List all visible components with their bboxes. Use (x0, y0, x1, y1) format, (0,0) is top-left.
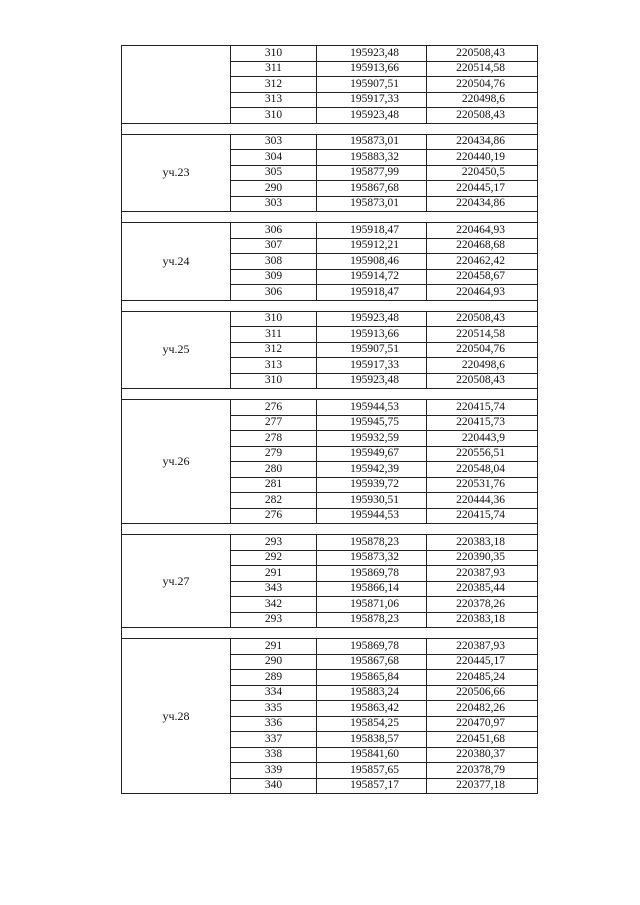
point-number-cell: 306 (231, 285, 317, 301)
point-number-cell: 308 (231, 254, 317, 270)
x-coordinate-cell: 195913,66 (317, 327, 427, 343)
x-coordinate-cell: 195866,14 (317, 581, 427, 597)
x-coordinate-cell: 195930,51 (317, 493, 427, 509)
separator-cell (122, 123, 538, 134)
separator-cell (122, 524, 538, 535)
x-coordinate-cell: 195857,65 (317, 763, 427, 779)
x-coordinate-cell: 195871,06 (317, 597, 427, 613)
y-coordinate-cell: 220415,73 (427, 415, 538, 431)
point-number-cell: 309 (231, 269, 317, 285)
separator-cell (122, 212, 538, 223)
point-number-cell: 311 (231, 61, 317, 77)
y-coordinate-cell: 220508,43 (427, 108, 538, 124)
point-number-cell: 277 (231, 415, 317, 431)
point-number-cell: 278 (231, 431, 317, 447)
point-number-cell: 342 (231, 597, 317, 613)
y-coordinate-cell: 220445,17 (427, 181, 538, 197)
point-number-cell: 304 (231, 150, 317, 166)
point-number-cell: 313 (231, 92, 317, 108)
separator-cell (122, 389, 538, 400)
x-coordinate-cell: 195883,24 (317, 685, 427, 701)
point-number-cell: 293 (231, 612, 317, 628)
x-coordinate-cell: 195914,72 (317, 269, 427, 285)
point-number-cell: 334 (231, 685, 317, 701)
x-coordinate-cell: 195883,32 (317, 150, 427, 166)
y-coordinate-cell: 220385,44 (427, 581, 538, 597)
y-coordinate-cell: 220444,36 (427, 493, 538, 509)
y-coordinate-cell: 220378,79 (427, 763, 538, 779)
section-separator (122, 212, 538, 223)
point-number-cell: 335 (231, 701, 317, 717)
y-coordinate-cell: 220498,6 (427, 92, 538, 108)
x-coordinate-cell: 195854,25 (317, 716, 427, 732)
y-coordinate-cell: 220415,74 (427, 400, 538, 416)
x-coordinate-cell: 195923,48 (317, 46, 427, 62)
x-coordinate-cell: 195873,01 (317, 196, 427, 212)
section-separator (122, 628, 538, 639)
y-coordinate-cell: 220482,26 (427, 701, 538, 717)
y-coordinate-cell: 220508,43 (427, 373, 538, 389)
x-coordinate-cell: 195877,99 (317, 165, 427, 181)
point-number-cell: 307 (231, 238, 317, 254)
point-number-cell: 276 (231, 400, 317, 416)
point-number-cell: 311 (231, 327, 317, 343)
point-number-cell: 306 (231, 223, 317, 239)
y-coordinate-cell: 220514,58 (427, 327, 538, 343)
x-coordinate-cell: 195912,21 (317, 238, 427, 254)
x-coordinate-cell: 195913,66 (317, 61, 427, 77)
y-coordinate-cell: 220548,04 (427, 462, 538, 478)
x-coordinate-cell: 195945,75 (317, 415, 427, 431)
x-coordinate-cell: 195908,46 (317, 254, 427, 270)
parcel-label (122, 46, 231, 124)
x-coordinate-cell: 195841,60 (317, 747, 427, 763)
y-coordinate-cell: 220378,26 (427, 597, 538, 613)
point-number-cell: 312 (231, 77, 317, 93)
y-coordinate-cell: 220504,76 (427, 77, 538, 93)
x-coordinate-cell: 195873,01 (317, 134, 427, 150)
section-separator (122, 389, 538, 400)
separator-cell (122, 628, 538, 639)
y-coordinate-cell: 220504,76 (427, 342, 538, 358)
x-coordinate-cell: 195907,51 (317, 342, 427, 358)
y-coordinate-cell: 220514,58 (427, 61, 538, 77)
point-number-cell: 343 (231, 581, 317, 597)
table-row (122, 46, 538, 62)
section-separator (122, 300, 538, 311)
x-coordinate-cell: 195878,23 (317, 535, 427, 551)
point-number-cell: 282 (231, 493, 317, 509)
parcel-label: уч.26 (122, 400, 231, 524)
x-coordinate-cell: 195939,72 (317, 477, 427, 493)
point-number-cell: 291 (231, 639, 317, 655)
y-coordinate-cell: 220380,37 (427, 747, 538, 763)
x-coordinate-cell: 195917,33 (317, 92, 427, 108)
x-coordinate-cell: 195863,42 (317, 701, 427, 717)
point-number-cell: 303 (231, 196, 317, 212)
y-coordinate-cell: 220387,93 (427, 639, 538, 655)
parcel-label: уч.25 (122, 311, 231, 389)
point-number-cell: 276 (231, 508, 317, 524)
y-coordinate-cell: 220485,24 (427, 670, 538, 686)
coordinates-table (121, 45, 538, 794)
point-number-cell: 310 (231, 311, 317, 327)
point-number-cell: 310 (231, 373, 317, 389)
y-coordinate-cell: 220462,42 (427, 254, 538, 270)
y-coordinate-cell: 220377,18 (427, 778, 538, 794)
point-number-cell: 337 (231, 732, 317, 748)
point-number-cell: 293 (231, 535, 317, 551)
x-coordinate-cell: 195867,68 (317, 654, 427, 670)
y-coordinate-cell: 220470,97 (427, 716, 538, 732)
parcel-label: уч.24 (122, 223, 231, 301)
table-row (122, 639, 538, 655)
y-coordinate-cell: 220387,93 (427, 566, 538, 582)
x-coordinate-cell: 195923,48 (317, 311, 427, 327)
section-separator (122, 524, 538, 535)
x-coordinate-cell: 195923,48 (317, 373, 427, 389)
x-coordinate-cell: 195907,51 (317, 77, 427, 93)
y-coordinate-cell: 220498,6 (427, 358, 538, 374)
parcel-label: уч.27 (122, 535, 231, 628)
y-coordinate-cell: 220464,93 (427, 285, 538, 301)
point-number-cell: 303 (231, 134, 317, 150)
y-coordinate-cell: 220390,35 (427, 550, 538, 566)
table-row (122, 223, 538, 239)
y-coordinate-cell: 220506,66 (427, 685, 538, 701)
table-row (122, 311, 538, 327)
x-coordinate-cell: 195869,78 (317, 639, 427, 655)
x-coordinate-cell: 195932,59 (317, 431, 427, 447)
y-coordinate-cell: 220451,68 (427, 732, 538, 748)
y-coordinate-cell: 220508,43 (427, 311, 538, 327)
y-coordinate-cell: 220383,18 (427, 535, 538, 551)
point-number-cell: 292 (231, 550, 317, 566)
coordinates-table-body (122, 46, 538, 794)
separator-cell (122, 300, 538, 311)
point-number-cell: 290 (231, 181, 317, 197)
x-coordinate-cell: 195873,32 (317, 550, 427, 566)
point-number-cell: 336 (231, 716, 317, 732)
y-coordinate-cell: 220434,86 (427, 196, 538, 212)
point-number-cell: 340 (231, 778, 317, 794)
y-coordinate-cell: 220434,86 (427, 134, 538, 150)
y-coordinate-cell: 220443,9 (427, 431, 538, 447)
y-coordinate-cell: 220383,18 (427, 612, 538, 628)
y-coordinate-cell: 220415,74 (427, 508, 538, 524)
x-coordinate-cell: 195942,39 (317, 462, 427, 478)
y-coordinate-cell: 220468,68 (427, 238, 538, 254)
table-row (122, 535, 538, 551)
point-number-cell: 338 (231, 747, 317, 763)
point-number-cell: 289 (231, 670, 317, 686)
point-number-cell: 313 (231, 358, 317, 374)
y-coordinate-cell: 220556,51 (427, 446, 538, 462)
x-coordinate-cell: 195838,57 (317, 732, 427, 748)
point-number-cell: 279 (231, 446, 317, 462)
section-separator (122, 123, 538, 134)
x-coordinate-cell: 195857,17 (317, 778, 427, 794)
y-coordinate-cell: 220445,17 (427, 654, 538, 670)
y-coordinate-cell: 220458,67 (427, 269, 538, 285)
y-coordinate-cell: 220508,43 (427, 46, 538, 62)
x-coordinate-cell: 195918,47 (317, 285, 427, 301)
parcel-label: уч.28 (122, 639, 231, 794)
point-number-cell: 305 (231, 165, 317, 181)
parcel-label: уч.23 (122, 134, 231, 212)
x-coordinate-cell: 195917,33 (317, 358, 427, 374)
point-number-cell: 280 (231, 462, 317, 478)
x-coordinate-cell: 195949,67 (317, 446, 427, 462)
y-coordinate-cell: 220464,93 (427, 223, 538, 239)
point-number-cell: 290 (231, 654, 317, 670)
x-coordinate-cell: 195944,53 (317, 508, 427, 524)
x-coordinate-cell: 195865,84 (317, 670, 427, 686)
point-number-cell: 281 (231, 477, 317, 493)
x-coordinate-cell: 195918,47 (317, 223, 427, 239)
x-coordinate-cell: 195869,78 (317, 566, 427, 582)
table-row (122, 134, 538, 150)
point-number-cell: 339 (231, 763, 317, 779)
x-coordinate-cell: 195944,53 (317, 400, 427, 416)
point-number-cell: 291 (231, 566, 317, 582)
point-number-cell: 312 (231, 342, 317, 358)
point-number-cell: 310 (231, 46, 317, 62)
table-row (122, 400, 538, 416)
x-coordinate-cell: 195923,48 (317, 108, 427, 124)
y-coordinate-cell: 220531,76 (427, 477, 538, 493)
point-number-cell: 310 (231, 108, 317, 124)
x-coordinate-cell: 195878,23 (317, 612, 427, 628)
x-coordinate-cell: 195867,68 (317, 181, 427, 197)
y-coordinate-cell: 220450,5 (427, 165, 538, 181)
y-coordinate-cell: 220440,19 (427, 150, 538, 166)
